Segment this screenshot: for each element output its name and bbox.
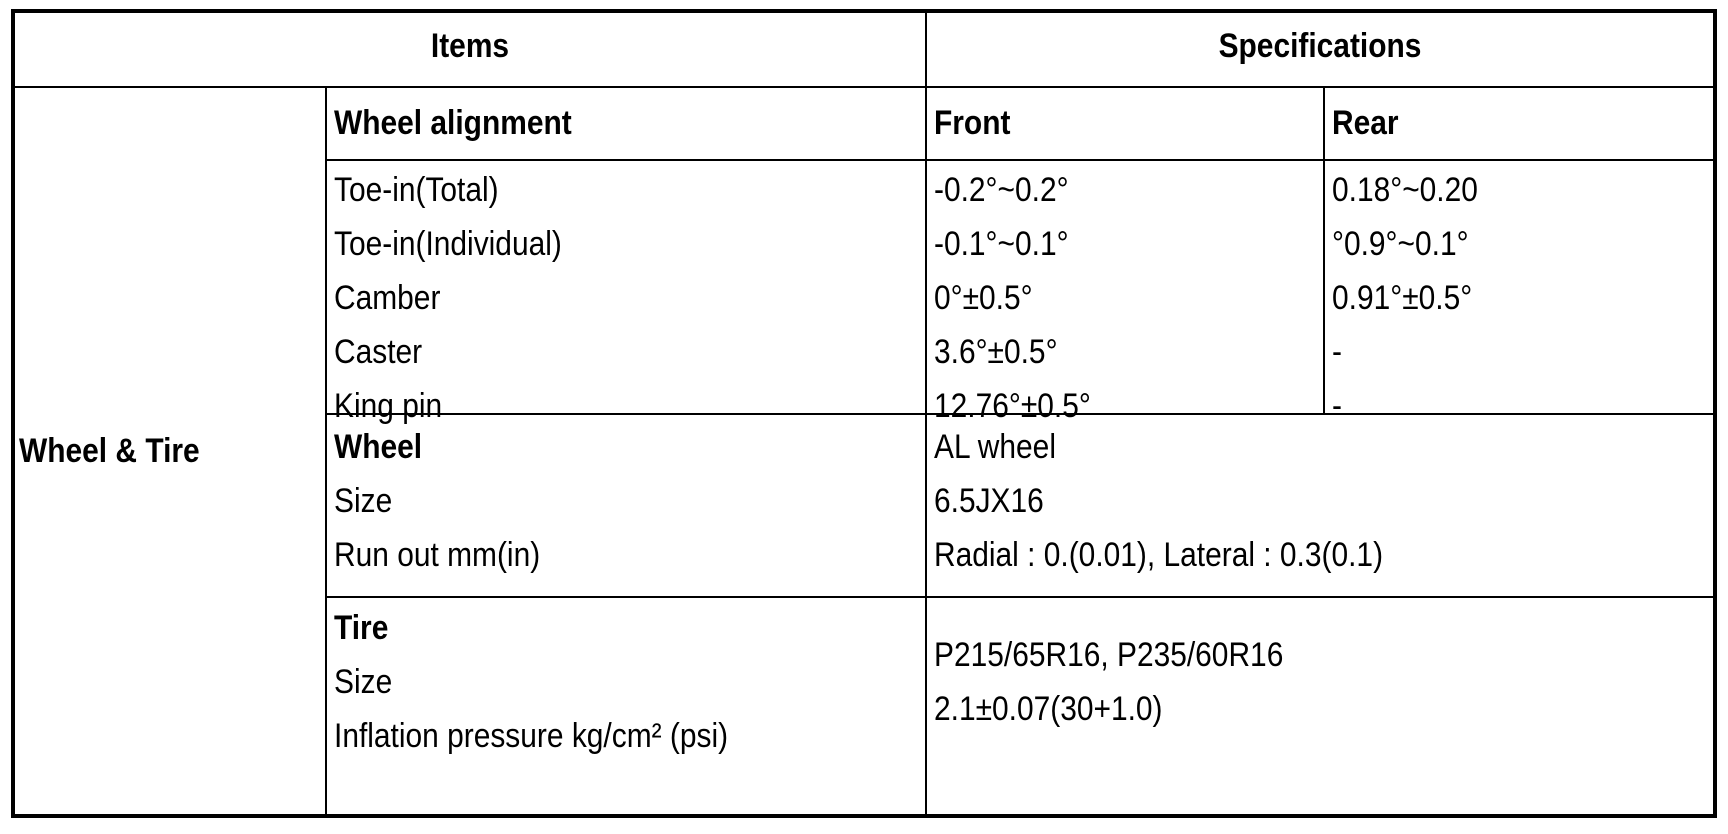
- wheel-runout-label: Run out mm(in): [334, 536, 541, 574]
- rear-label-cell: [1332, 96, 1408, 150]
- spec-table: [11, 9, 1717, 818]
- wheel-labels: [334, 420, 568, 582]
- front-label: Front: [934, 104, 1011, 142]
- rear-value: -: [1332, 333, 1342, 371]
- table-row-item: Toe-in(Individual): [334, 225, 562, 263]
- alignment-title-cell: [334, 96, 604, 150]
- group-label: Wheel & Tire: [19, 432, 200, 470]
- front-value: 12.76°±0.5°: [934, 387, 1091, 425]
- rear-value: -: [1332, 387, 1342, 425]
- tire-labels: [334, 601, 782, 763]
- header-specifications: Specifications: [1218, 27, 1422, 65]
- header-divider: [15, 86, 1713, 88]
- table-row-item: Caster: [334, 333, 423, 371]
- group-label-cell: [19, 424, 224, 478]
- rear-label: Rear: [1332, 104, 1399, 142]
- column-divider-group: [325, 86, 327, 814]
- front-value: -0.2°~0.2°: [934, 171, 1069, 209]
- tire-section-divider: [325, 596, 1713, 598]
- tire-size-value: P215/65R16, P235/60R16: [934, 636, 1284, 674]
- header-specifications-cell: [927, 27, 1713, 66]
- table-row-item: Toe-in(Total): [334, 171, 499, 209]
- wheel-size-value: 6.5JX16: [934, 482, 1044, 520]
- alignment-title: Wheel alignment: [334, 104, 572, 142]
- tire-values: [934, 628, 1331, 736]
- table-row-item: King pin: [334, 387, 443, 425]
- rear-value: 0.91°±0.5°: [1332, 279, 1473, 317]
- tire-pressure-value: 2.1±0.07(30+1.0): [934, 690, 1163, 728]
- front-value: 3.6°±0.5°: [934, 333, 1058, 371]
- wheel-title: Wheel: [334, 428, 423, 466]
- rear-value: °0.9°~0.1°: [1332, 225, 1469, 263]
- rear-value: 0.18°~0.20: [1332, 171, 1478, 209]
- header-items-cell: [15, 27, 925, 66]
- alignment-front-column: [934, 163, 1112, 433]
- wheel-type-value: AL wheel: [934, 428, 1056, 466]
- wheel-runout-value: Radial : 0.(0.01), Lateral : 0.3(0.1): [934, 536, 1384, 574]
- wheel-size-label: Size: [334, 482, 393, 520]
- tire-title: Tire: [334, 609, 389, 647]
- front-label-cell: [934, 96, 1021, 150]
- alignment-header-divider: [325, 159, 1713, 161]
- alignment-rear-column: [1332, 163, 1498, 433]
- alignment-items-column: [334, 163, 593, 433]
- header-items: Items: [430, 27, 510, 65]
- tire-pressure-label: Inflation pressure kg/cm² (psi): [334, 717, 729, 755]
- tire-size-label: Size: [334, 663, 393, 701]
- wheel-values: [934, 420, 1444, 582]
- table-row-item: Camber: [334, 279, 441, 317]
- column-divider-rear: [1323, 86, 1325, 413]
- front-value: -0.1°~0.1°: [934, 225, 1069, 263]
- front-value: 0°±0.5°: [934, 279, 1033, 317]
